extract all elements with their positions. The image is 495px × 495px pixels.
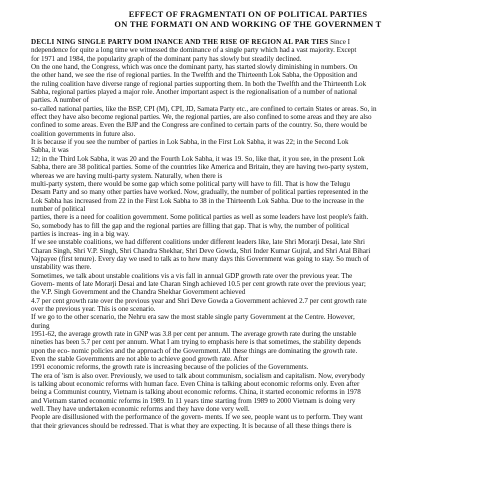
- body-line: Sometimes, we talk about unstable coalitions vis a vis fall in annual GDP growth rate over the previous year. The: [31, 271, 353, 280]
- body-line: ndependence for quite a long time we witnessed the dominance of a single party which had a vast majority. Except: [31, 46, 357, 55]
- body-line: It is because if you see the number of parties in Lok Sabha, in the First Lok Sabha, it was 22; in the Second Lok: [31, 138, 349, 147]
- body-line: If we see unstable coalitions, we had different coalitions under different leaders like, late Shri Morarji Desai, late Shri: [31, 238, 366, 247]
- spacer: [31, 30, 465, 38]
- body-line: the ruling coalition have diverse range of regional parties supporting them. In both the Twelfth and the Thirteenth Lok: [31, 79, 367, 88]
- body-line: that their grievances should be redressed. That is what they are expecting. It is because of all these things there is: [31, 421, 352, 430]
- body-line: during: [31, 321, 50, 330]
- body-line: If we go to the other scenario, the Nehru era saw the most stable single party Government at the Centre. However,: [31, 313, 355, 322]
- body-line: The era of 'ism is also over. Previously, we used to talk about communism, socialism and capitalism. Now, everybody: [31, 371, 365, 380]
- body-line: So, somebody has to fill the gap and the regional parties are filling that gap. That is why, the number of political: [31, 221, 350, 230]
- body-line: well. They have undertaken economic reforms and they have done very well.: [31, 405, 250, 414]
- body-line: the V.P. Singh Government and the Chandra Shekhar Government achieved: [31, 288, 246, 297]
- body-line: 1991 economic reforms, the growth rate is increasing because of the policies of the Governments.: [31, 363, 309, 372]
- body-line: People are disillusioned with the performance of the govern- ments. If we see, people want us to perform. They want: [31, 413, 363, 422]
- body-line: Sabha, it was: [31, 146, 69, 155]
- body-line: so-called national parties, like the BSP, CPI (M), CPI, JD, Samata Party etc., are confined to certain States or areas. So, in: [31, 104, 377, 113]
- document-body: [31, 38, 465, 430]
- body-line: parties, there is a need for coalition government. Some political parties as well as some leaders have lost people's faith.: [31, 213, 369, 222]
- body-line: parties is increas- ing in a big way.: [31, 229, 130, 238]
- body-line: On the one hand, the Congress, which was once the dominant party, has started slowly diminishing in numbers. On: [31, 63, 358, 72]
- title-line-1: EFFECT OF FRAGMENTATI ON OF POLITICAL PARTIES: [128, 10, 368, 19]
- body-line: Vajpayee (first tenure). Every day we used to talk as to how many days this Government was going to stay. So much of: [31, 254, 369, 263]
- body-line: nineties has been 5.7 per cent per annum. What I am trying to emphasis here is that sometimes, the stability depends: [31, 338, 361, 347]
- body-line: whereas we are having multi-party system. Naturally, when there is: [31, 171, 223, 180]
- body-line: confined to some areas. Even the BJP and the Congress are confined to certain parts of the country. So, there would be: [31, 121, 368, 130]
- body-line: the other hand, we see the rise of regional parties. In the Twelfth and the Thirteenth Lok Sabha, the Opposition and: [31, 71, 358, 80]
- body-line: coalition governments in future also.: [31, 129, 136, 138]
- body-line: unstability was there.: [31, 263, 92, 272]
- body-line: over the previous year. This is one scenario.: [31, 305, 156, 313]
- section-heading: DECLI NING SINGLE PARTY DOM INANCE AND THE RISE OF REGION AL PAR TIES: [31, 38, 329, 46]
- body-line: is talking about economic reforms with human face. Even China is talking about economic reforms only. Even after: [31, 380, 360, 389]
- body-line: Desam Party and so many other parties have worked. Now, gradually, the number of political parties represented in the: [31, 188, 369, 197]
- body-line: effect they have also become regional parties. We, the regional parties, are also confined to some areas and they are also: [31, 113, 372, 122]
- body-line: 4.7 per cent growth rate over the previous year and Shri Deve Gowda a Government achieved 2.7 per cent growth rate: [31, 296, 367, 305]
- body-line: Sabha, there are 38 political parties. Some of the countries like America and Britain, they are having two-party system,: [31, 163, 369, 172]
- body-line: being a Communist country, Vietnam is talking about economic reforms. China, it started economic reforms in 1978: [31, 388, 361, 397]
- body-line: number of political: [31, 204, 86, 213]
- body-line: Govern- ments of late Morarji Desai and late Charan Singh achieved 10.5 per cent growth rate over the previous year;: [31, 279, 366, 288]
- body-line: 1951-62, the average growth rate in GNP was 3.8 per cent per annum. The average growth rate during the unstable: [31, 330, 357, 339]
- body-line: Sabha, regional parties played a major role. Another important aspect is the regionalisation of a number of national: [31, 88, 358, 97]
- body-line: for 1971 and 1984, the popularity graph of the dominant party has slowly but steadily declined.: [31, 54, 302, 63]
- body-line: Since I: [330, 38, 350, 46]
- body-line: Even the stable Governments are not able to achieve good growth rate. After: [31, 355, 249, 364]
- body-line: upon the eco- nomic policies and the approach of the Government. All these things are dominating the growth rate.: [31, 346, 358, 355]
- first-line: [31, 38, 465, 46]
- title-line-2: ON THE FORMATI ON AND WORKING OF THE GOVERNMEN T: [114, 20, 382, 29]
- body-line: Lok Sabha has increased from 22 in the First Lok Sabha to 38 in the Thirteenth Lok Sabha. Due to the increase in the: [31, 196, 364, 205]
- body-line: parties. A number of: [31, 96, 89, 105]
- body-line: and Vietnam started economic reforms in 1989. In 11 years time starting from 1989 to 2000 Vietnam is doing very: [31, 396, 356, 405]
- body-line: Charan Singh, Shri V.P. Singh, Shri Chandra Shekhar, Shri Deve Gowda, Shri Inder Kumar Gujral, and Shri Atal Bihari: [31, 246, 371, 255]
- body-line: multi-party system, there would be some gap which some political party will have to fill. That is how the Telugu: [31, 179, 350, 188]
- document-title: [31, 10, 465, 30]
- body-line: 12; in the Third Lok Sabha, it was 20 and the Fourth Lok Sabha, it was 19. So, like that, it you see, in the present Lok: [31, 154, 365, 163]
